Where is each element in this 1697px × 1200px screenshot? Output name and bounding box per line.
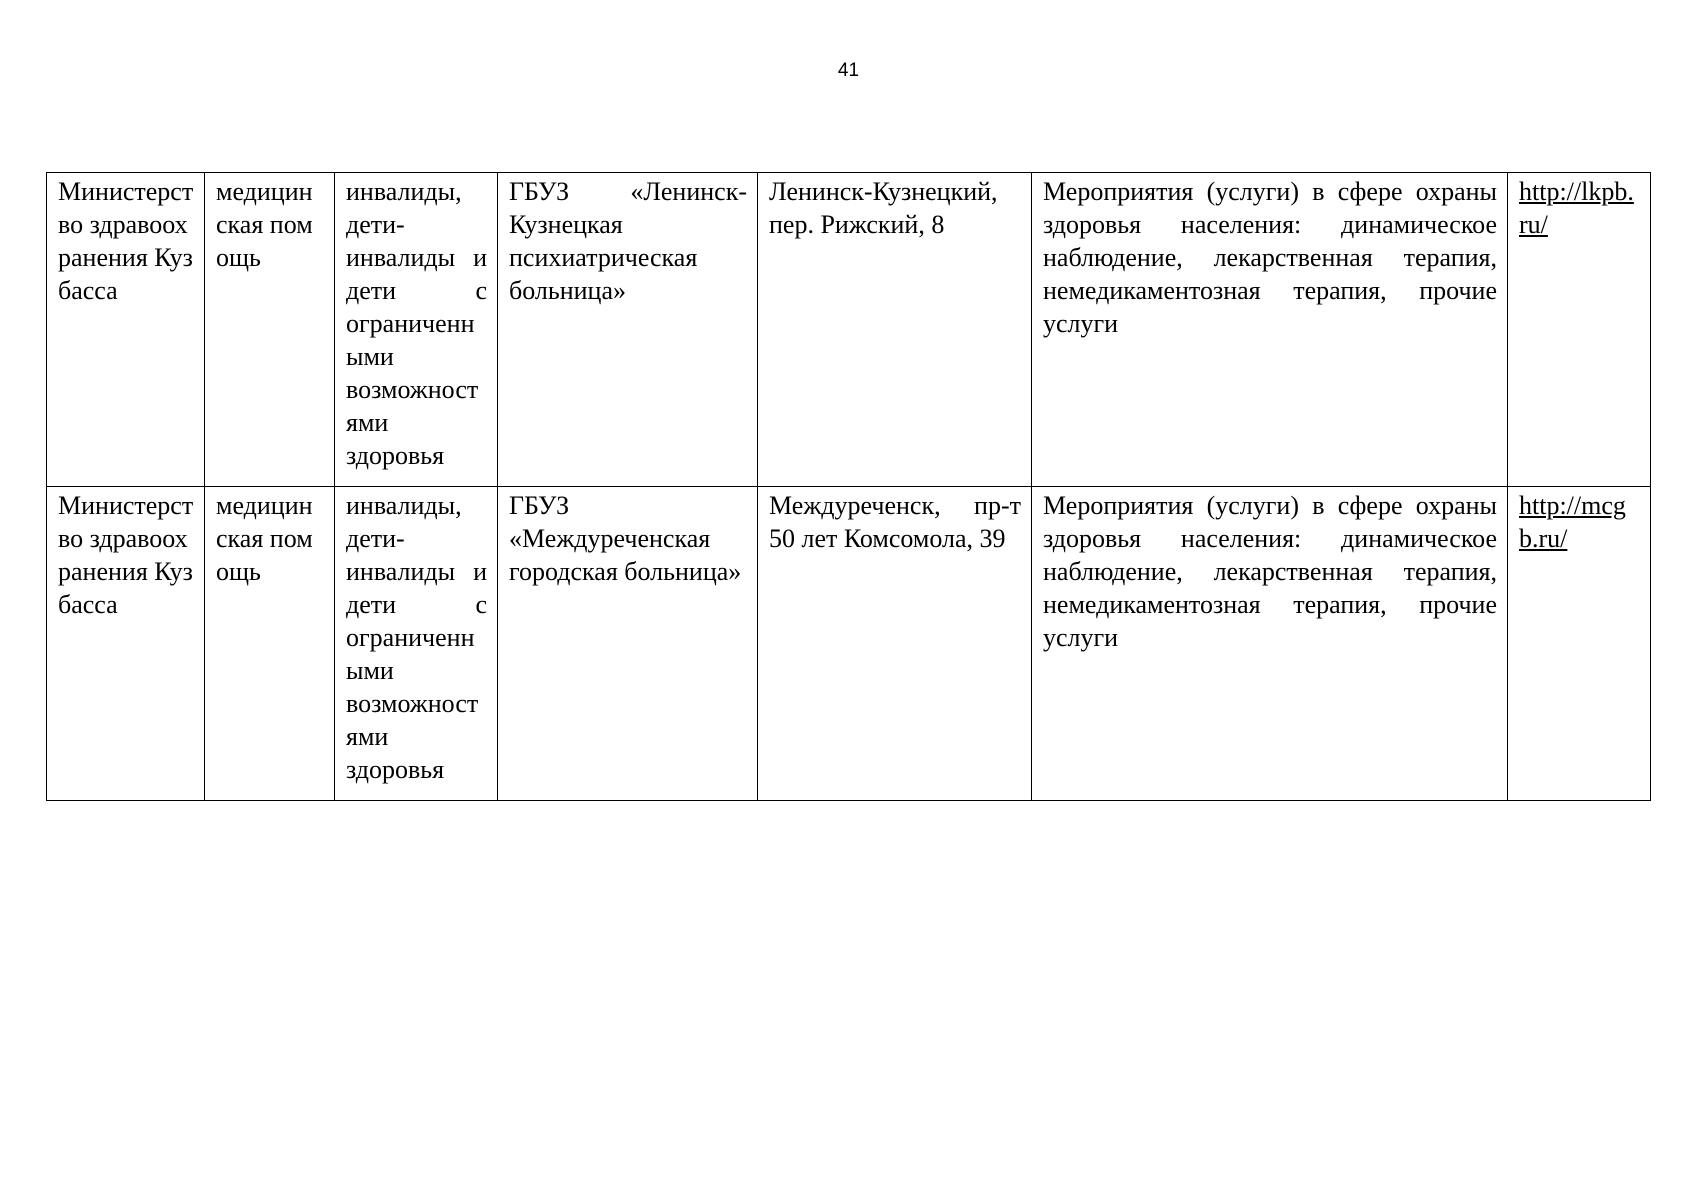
organization-cell: ГБУЗ «Ленинск-Кузнецкая психиатрическая больница» [498, 173, 758, 487]
target-group-cell: инвалиды, дети-инвалиды и дети с ограниченными возможностями здоровья [335, 487, 498, 801]
website-cell [1508, 487, 1651, 801]
ministry-cell: Министерство здравоохранения Кузбасса [47, 173, 205, 487]
target-group-cell: инвалиды, дети-инвалиды и дети с ограниченными возможностями здоровья [335, 173, 498, 487]
website-link[interactable]: http://mcgb.ru/ [1519, 491, 1626, 553]
address-cell: Ленинск-Кузнецкий, пер. Рижский, 8 [758, 173, 1032, 487]
ministry-cell: Министерство здравоохранения Кузбасса [47, 487, 205, 801]
services-cell: Мероприятия (услуги) в сфере охраны здоровья населения: динамическое наблюдение, лекарственная терапия, немедикаментозная терапия, прочие услуги [1032, 487, 1508, 801]
organization-cell: ГБУЗ «Междуреченская городская больница» [498, 487, 758, 801]
services-table [46, 172, 1651, 801]
address-cell: Междуреченск, пр-т 50 лет Комсомола, 39 [758, 487, 1032, 801]
service-type-cell: медицинская помощь [205, 487, 335, 801]
page-number: 41 [837, 60, 860, 81]
table-row [47, 487, 1651, 801]
service-type-cell: медицинская помощь [205, 173, 335, 487]
website-cell [1508, 173, 1651, 487]
table-row [47, 173, 1651, 487]
services-cell: Мероприятия (услуги) в сфере охраны здоровья населения: динамическое наблюдение, лекарственная терапия, немедикаментозная терапия, прочие услуги [1032, 173, 1508, 487]
website-link[interactable]: http://lkpb.ru/ [1519, 177, 1634, 239]
